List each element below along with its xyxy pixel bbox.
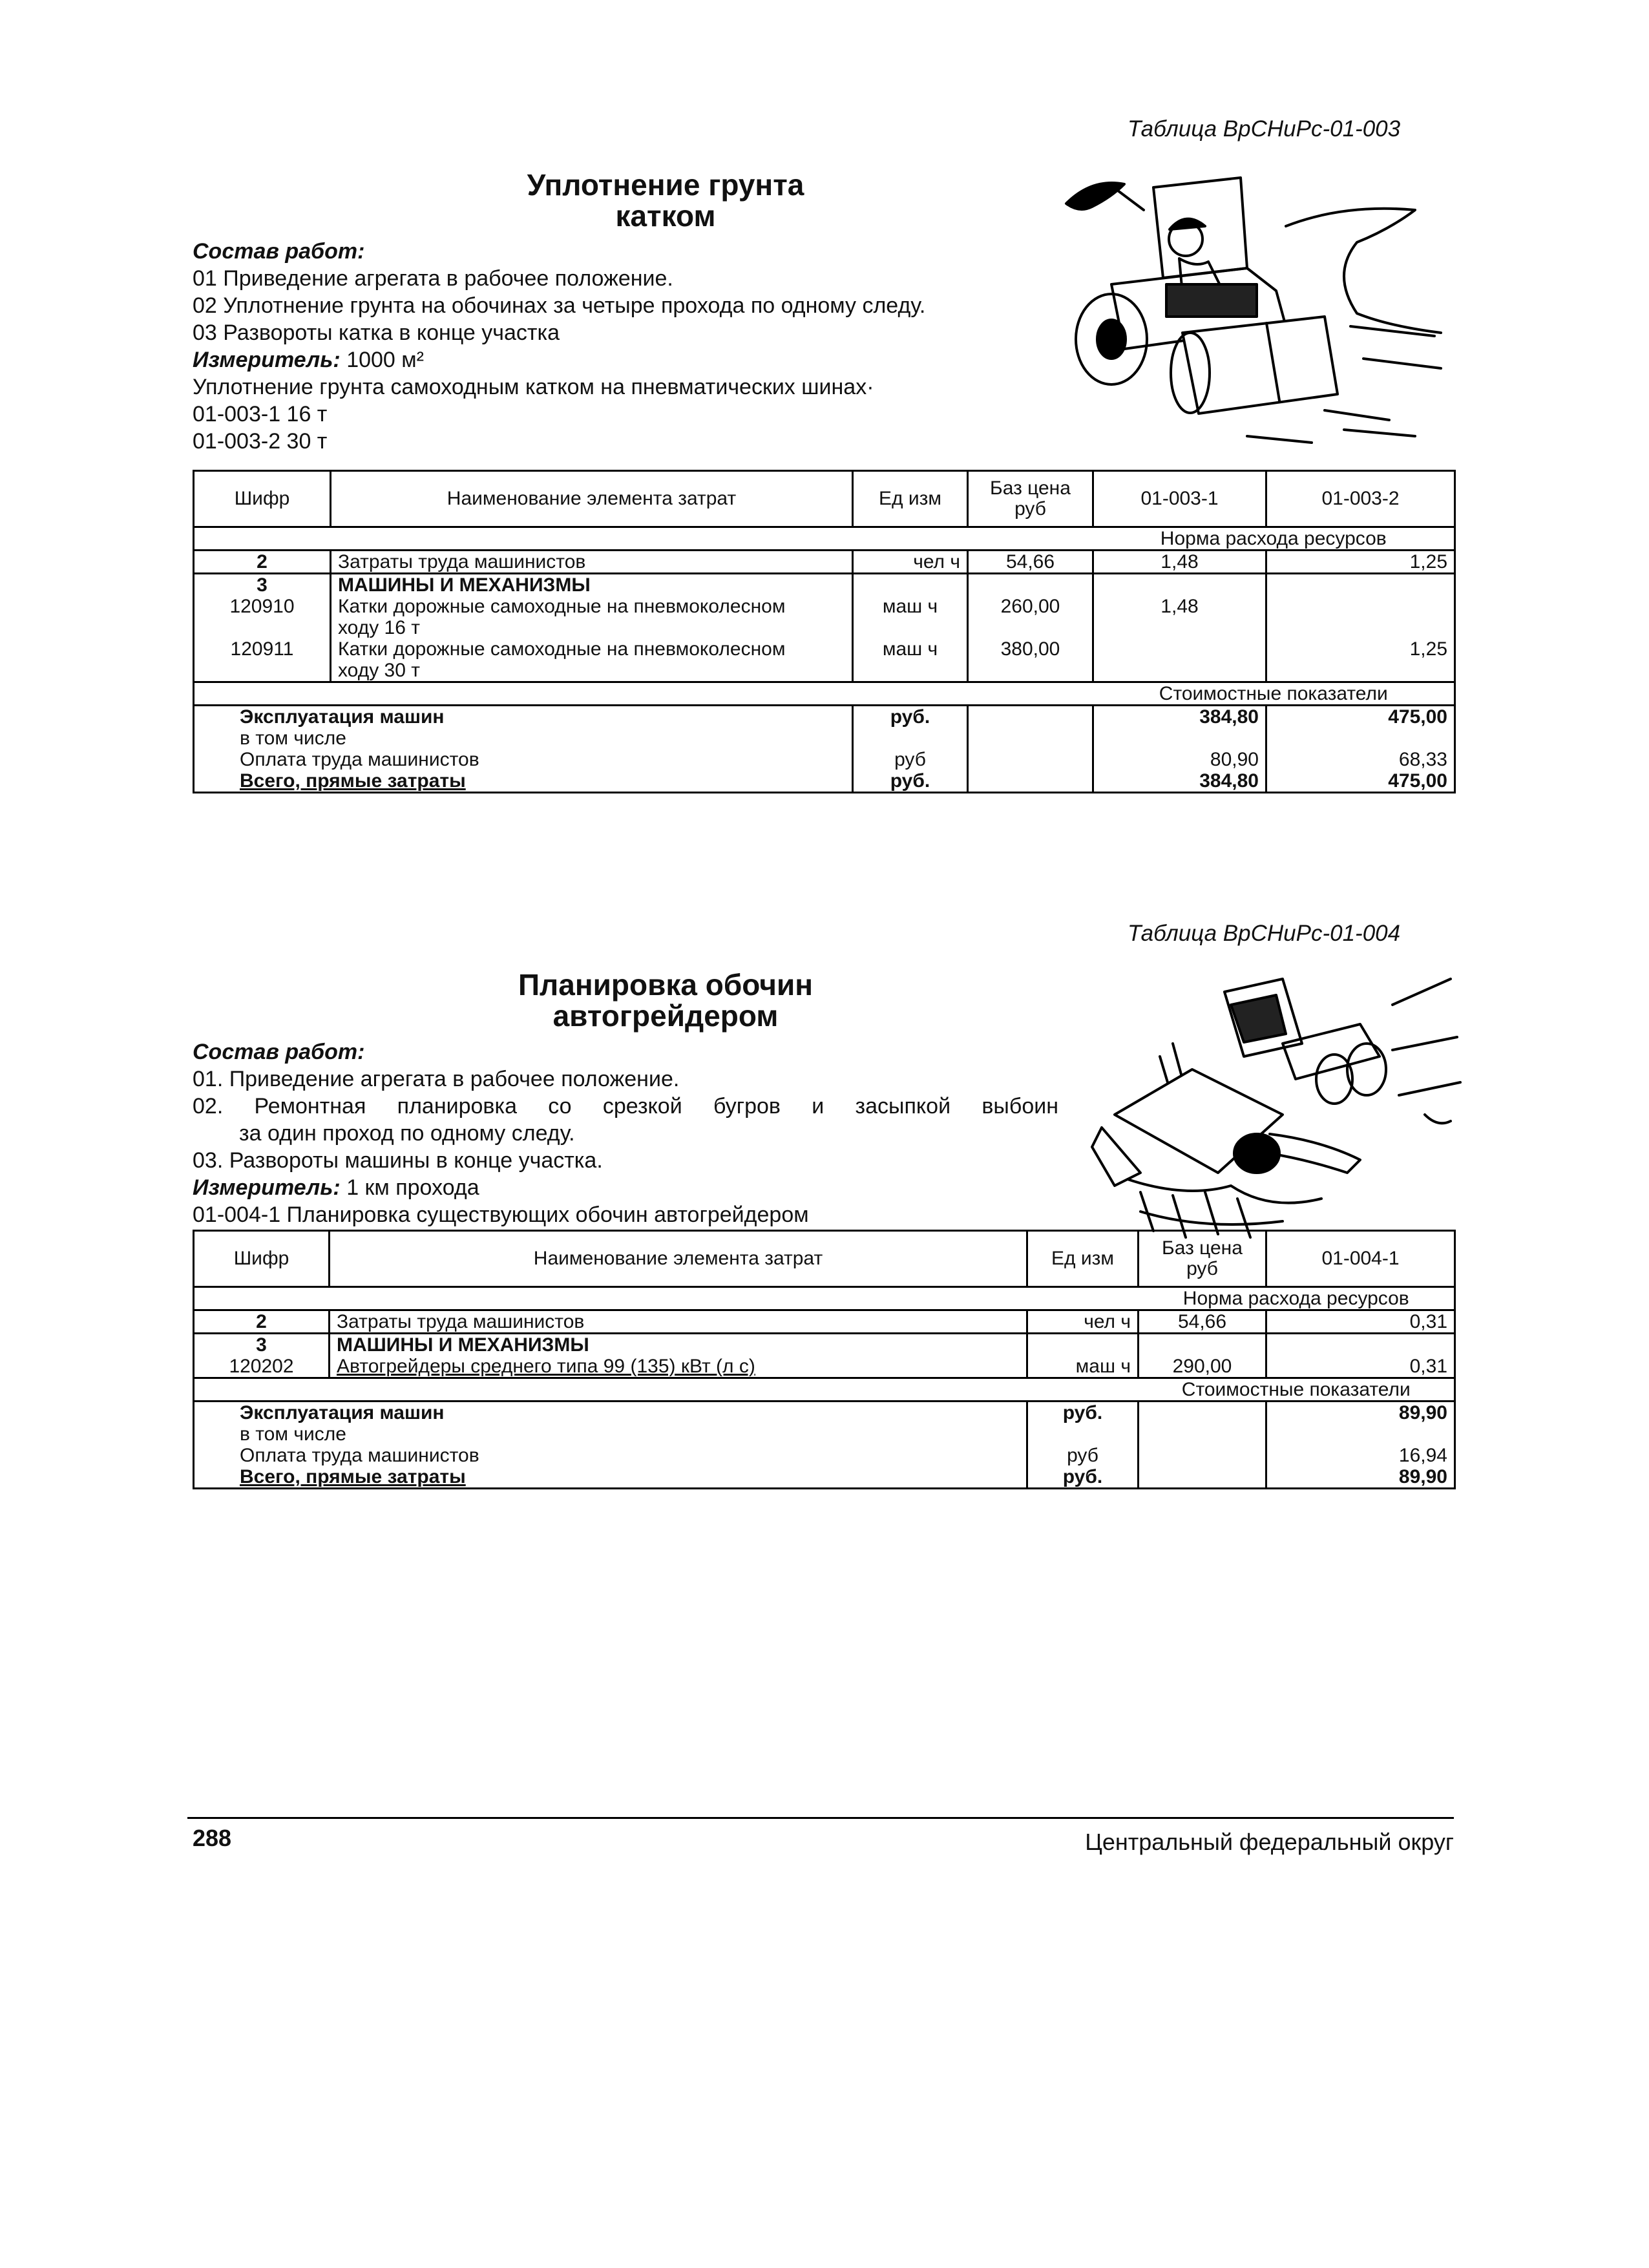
title-line: Планировка обочин bbox=[518, 968, 814, 1002]
price-cell bbox=[968, 770, 1093, 793]
unit-cell: чел ч bbox=[853, 551, 968, 574]
cost-name-cell: Эксплуатация машин bbox=[194, 706, 853, 728]
cost-row bbox=[194, 749, 1455, 770]
cost-name-cell bbox=[194, 1466, 1027, 1489]
cost-row bbox=[194, 706, 1455, 728]
table-row bbox=[194, 574, 1455, 596]
unit-cell bbox=[1027, 1334, 1139, 1356]
cost-header-row bbox=[194, 1378, 1455, 1402]
header-cell: 01-003-1 bbox=[1093, 471, 1266, 527]
title-line: автогрейдером bbox=[552, 999, 779, 1033]
unit-cell bbox=[853, 728, 968, 749]
price-cell: 380,00 bbox=[968, 638, 1093, 682]
name-cell bbox=[330, 1356, 1027, 1378]
unit-cell: маш ч bbox=[1027, 1356, 1139, 1378]
work-item: 02 Уплотнение грунта на обочинах за четыре прохода по одному следу. bbox=[193, 293, 926, 318]
value-cell: 1,48 bbox=[1093, 551, 1266, 574]
work-composition-1 bbox=[193, 238, 1052, 455]
cost-header: Стоимостные показатели bbox=[1139, 1378, 1455, 1402]
code-cell: 120202 bbox=[194, 1356, 330, 1378]
cost-row bbox=[194, 728, 1455, 749]
unit-cell: маш ч bbox=[853, 596, 968, 638]
value-cell: 16,94 bbox=[1266, 1445, 1455, 1466]
value-cell bbox=[1266, 1423, 1455, 1445]
spacer-cell bbox=[194, 1287, 1139, 1310]
price-cell: 290,00 bbox=[1139, 1356, 1266, 1378]
value-cell: 0,31 bbox=[1266, 1356, 1455, 1378]
section-title-2 bbox=[414, 969, 918, 1031]
value-cell: 384,80 bbox=[1093, 706, 1266, 728]
unit-cell: руб. bbox=[853, 770, 968, 793]
cost-row bbox=[194, 1423, 1455, 1445]
value-cell: 1,25 bbox=[1266, 551, 1455, 574]
header-cell: Баз цена руб bbox=[968, 471, 1093, 527]
work-label: Состав работ: bbox=[193, 239, 365, 264]
footer-divider bbox=[187, 1817, 1454, 1819]
unit-cell: руб. bbox=[853, 706, 968, 728]
spacer-cell bbox=[194, 527, 1093, 551]
name-cell: Катки дорожные самоходные на пневмоколесном ходу 16 т bbox=[331, 596, 853, 638]
work-item: 02. Ремонтная планировка со срезкой бугров и засыпкой выбоин bbox=[193, 1094, 1058, 1118]
meter-line bbox=[193, 346, 1052, 373]
value-cell: 80,90 bbox=[1093, 749, 1266, 770]
value-cell bbox=[1266, 1334, 1455, 1356]
header-cell: Баз цена руб bbox=[1139, 1231, 1266, 1287]
section-title-1 bbox=[414, 169, 918, 231]
code-cell: 3 bbox=[194, 574, 331, 596]
name-cell: Затраты труда машинистов bbox=[330, 1310, 1027, 1334]
unit-cell: руб bbox=[853, 749, 968, 770]
code-cell: 3 bbox=[194, 1334, 330, 1356]
cost-table-1 bbox=[193, 470, 1456, 793]
road-roller-icon bbox=[1053, 165, 1467, 456]
meter-value: 1000 м² bbox=[346, 348, 424, 372]
value-cell: 1,25 bbox=[1266, 638, 1455, 682]
code-cell: 120910 bbox=[194, 596, 331, 638]
header-cell: Шифр bbox=[194, 1231, 330, 1287]
unit-cell: руб bbox=[1027, 1445, 1139, 1466]
cost-name-cell: Оплата труда машинистов bbox=[194, 749, 853, 770]
cost-row bbox=[194, 770, 1455, 793]
table-row bbox=[194, 1334, 1455, 1356]
header-cell: Ед изм bbox=[853, 471, 968, 527]
variant: 01-003-1 16 т bbox=[193, 402, 328, 426]
header-cell: Наименование элемента затрат bbox=[331, 471, 853, 527]
name-cell: Катки дорожные самоходные на пневмоколесном ходу 30 т bbox=[331, 638, 853, 682]
price-cell bbox=[968, 574, 1093, 596]
work-item: 01. Приведение агрегата в рабочее положение. bbox=[193, 1067, 680, 1091]
work-item: за один проход по одному следу. bbox=[239, 1121, 575, 1146]
cost-name-cell bbox=[194, 770, 853, 793]
work-item: 03 Развороты катка в конце участка bbox=[193, 320, 560, 345]
norm-header: Норма расхода ресурсов bbox=[1139, 1287, 1455, 1310]
norm-header: Норма расхода ресурсов bbox=[1093, 527, 1455, 551]
header-cell: 01-003-2 bbox=[1266, 471, 1455, 527]
unit-cell: маш ч bbox=[853, 638, 968, 682]
value-cell: 475,00 bbox=[1266, 706, 1455, 728]
table-row bbox=[194, 638, 1455, 682]
table-header-row bbox=[194, 471, 1455, 527]
footer-region: Центральный федеральный округ bbox=[1085, 1829, 1454, 1855]
price-cell bbox=[968, 728, 1093, 749]
code-cell: 120911 bbox=[194, 638, 331, 682]
price-cell bbox=[1139, 1423, 1266, 1445]
name-cell: МАШИНЫ И МЕХАНИЗМЫ bbox=[330, 1334, 1027, 1356]
work-item: 03. Развороты машины в конце участка. bbox=[193, 1148, 603, 1173]
meter-label: Измеритель: bbox=[193, 1175, 341, 1200]
table-row bbox=[194, 1356, 1455, 1378]
price-cell bbox=[968, 706, 1093, 728]
value-cell bbox=[1093, 574, 1266, 596]
cost-row bbox=[194, 1402, 1455, 1424]
value-cell bbox=[1266, 574, 1455, 596]
cost-name-cell: в том числе bbox=[194, 1423, 1027, 1445]
spacer-cell bbox=[194, 682, 1093, 706]
price-cell bbox=[1139, 1334, 1266, 1356]
cost-row bbox=[194, 1466, 1455, 1489]
unit-cell bbox=[1027, 1423, 1139, 1445]
header-cell: 01-004-1 bbox=[1266, 1231, 1455, 1287]
code-cell: 2 bbox=[194, 551, 331, 574]
norm-header-row bbox=[194, 527, 1455, 551]
unit-cell: руб. bbox=[1027, 1402, 1139, 1424]
name-cell: Затраты труда машинистов bbox=[331, 551, 853, 574]
description: Уплотнение грунта самоходным катком на пневматических шинах· bbox=[193, 375, 874, 399]
value-cell bbox=[1093, 638, 1266, 682]
cost-header-row bbox=[194, 682, 1455, 706]
unit-cell: чел ч bbox=[1027, 1310, 1139, 1334]
norm-header-row bbox=[194, 1287, 1455, 1310]
value-cell: 475,00 bbox=[1266, 770, 1455, 793]
cost-row bbox=[194, 1445, 1455, 1466]
code-cell: 2 bbox=[194, 1310, 330, 1334]
table-row bbox=[194, 551, 1455, 574]
total-label: Всего, прямые затраты bbox=[240, 770, 466, 792]
price-cell bbox=[1139, 1445, 1266, 1466]
value-cell: 89,90 bbox=[1266, 1402, 1455, 1424]
unit-cell bbox=[853, 574, 968, 596]
cost-name-cell: Эксплуатация машин bbox=[194, 1402, 1027, 1424]
name-cell: МАШИНЫ И МЕХАНИЗМЫ bbox=[331, 574, 853, 596]
title-line: катком bbox=[615, 199, 716, 233]
cost-header: Стоимостные показатели bbox=[1093, 682, 1455, 706]
value-cell: 89,90 bbox=[1266, 1466, 1455, 1489]
table-id-2: Таблица ВрСНиРс-01-004 bbox=[1128, 921, 1401, 946]
table-id-1: Таблица ВрСНиРс-01-003 bbox=[1128, 116, 1401, 142]
price-cell bbox=[968, 749, 1093, 770]
meter-label: Измеритель: bbox=[193, 348, 341, 372]
header-cell: Шифр bbox=[194, 471, 331, 527]
description: 01-004-1 Планировка существующих обочин автогрейдером bbox=[193, 1202, 809, 1227]
table-header-row bbox=[194, 1231, 1455, 1287]
work-label: Состав работ: bbox=[193, 1040, 365, 1064]
total-label: Всего, прямые затраты bbox=[240, 1466, 466, 1487]
value-cell: 68,33 bbox=[1266, 749, 1455, 770]
value-cell: 384,80 bbox=[1093, 770, 1266, 793]
value-cell bbox=[1266, 596, 1455, 638]
item-name: Автогрейдеры среднего типа 99 (135) кВт (л с) bbox=[337, 1356, 755, 1377]
cost-name-cell: в том числе bbox=[194, 728, 853, 749]
title-line: Уплотнение грунта bbox=[527, 168, 804, 202]
value-cell bbox=[1093, 728, 1266, 749]
work-item: 01 Приведение агрегата в рабочее положение. bbox=[193, 266, 673, 291]
header-cell: Ед изм bbox=[1027, 1231, 1139, 1287]
work-composition-2 bbox=[193, 1038, 1058, 1228]
unit-cell: руб. bbox=[1027, 1466, 1139, 1489]
variant: 01-003-2 30 т bbox=[193, 429, 328, 454]
price-cell: 54,66 bbox=[968, 551, 1093, 574]
page-number: 288 bbox=[193, 1825, 232, 1851]
spacer-cell bbox=[194, 1378, 1139, 1402]
header-cell: Наименование элемента затрат bbox=[330, 1231, 1027, 1287]
price-cell bbox=[1139, 1466, 1266, 1489]
cost-name-cell: Оплата труда машинистов bbox=[194, 1445, 1027, 1466]
table-row bbox=[194, 596, 1455, 638]
motor-grader-icon bbox=[1089, 966, 1464, 1244]
value-cell: 0,31 bbox=[1266, 1310, 1455, 1334]
cost-table-2 bbox=[193, 1230, 1456, 1489]
meter-value: 1 км прохода bbox=[346, 1175, 479, 1200]
value-cell bbox=[1266, 728, 1455, 749]
value-cell: 1,48 bbox=[1093, 596, 1266, 638]
price-cell: 260,00 bbox=[968, 596, 1093, 638]
meter-line bbox=[193, 1174, 1058, 1201]
price-cell bbox=[1139, 1402, 1266, 1424]
price-cell: 54,66 bbox=[1139, 1310, 1266, 1334]
table-row bbox=[194, 1310, 1455, 1334]
